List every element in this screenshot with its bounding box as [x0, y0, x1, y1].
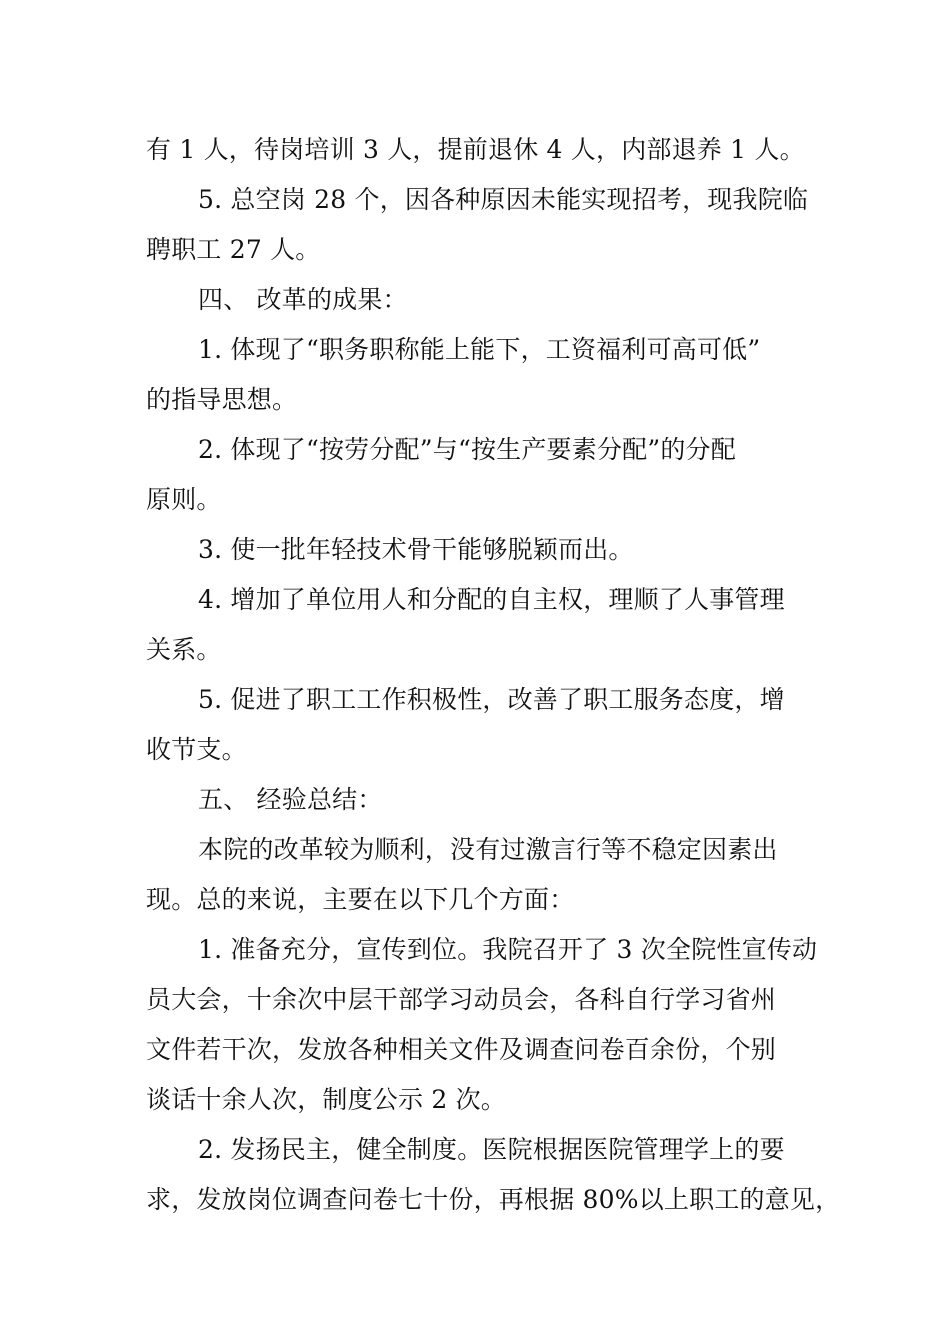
text-line: 聘职工 27 人。 [146, 235, 321, 264]
section-heading: 四、 改革的成果： [198, 285, 408, 314]
text-line: 2. 发扬民主，健全制度。医院根据医院管理学上的要 [198, 1135, 785, 1164]
text-line: 求，发放岗位调查问卷七十份，再根据 80%以上职工的意见， [146, 1185, 841, 1214]
text-line: 本院的改革较为顺利，没有过激言行等不稳定因素出 [198, 835, 778, 864]
text-line: 关系。 [146, 635, 222, 664]
text-line: 5. 总空岗 28 个，因各种原因未能实现招考，现我院临 [198, 185, 809, 214]
text-line: 谈话十余人次，制度公示 2 次。 [146, 1085, 507, 1114]
text-line: 3. 使一批年轻技术骨干能够脱颖而出。 [198, 535, 634, 564]
section-heading: 五、 经验总结： [198, 785, 383, 814]
text-line: 员大会，十余次中层干部学习动员会，各科自行学习省州 [146, 985, 777, 1014]
text-line: 有 1 人，待岗培训 3 人，提前退休 4 人，内部退养 1 人。 [146, 135, 805, 164]
text-line: 文件若干次，发放各种相关文件及调查问卷百余份，个别 [146, 1035, 777, 1064]
text-line: 2. 体现了“按劳分配”与“按生产要素分配”的分配 [198, 435, 736, 464]
text-line: 4. 增加了单位用人和分配的自主权，理顺了人事管理 [198, 585, 785, 614]
text-line: 现。总的来说，主要在以下几个方面： [146, 885, 575, 914]
text-line: 1. 体现了“职务职称能上能下，工资福利可高可低” [198, 335, 761, 364]
text-line: 1. 准备充分，宣传到位。我院召开了 3 次全院性宣传动 [198, 935, 818, 964]
text-line: 原则。 [146, 485, 222, 514]
text-line: 收节支。 [146, 735, 247, 764]
text-line: 的指导思想。 [146, 385, 298, 414]
document-body [146, 125, 841, 1225]
text-line: 5. 促进了职工工作积极性，改善了职工服务态度，增 [198, 685, 785, 714]
